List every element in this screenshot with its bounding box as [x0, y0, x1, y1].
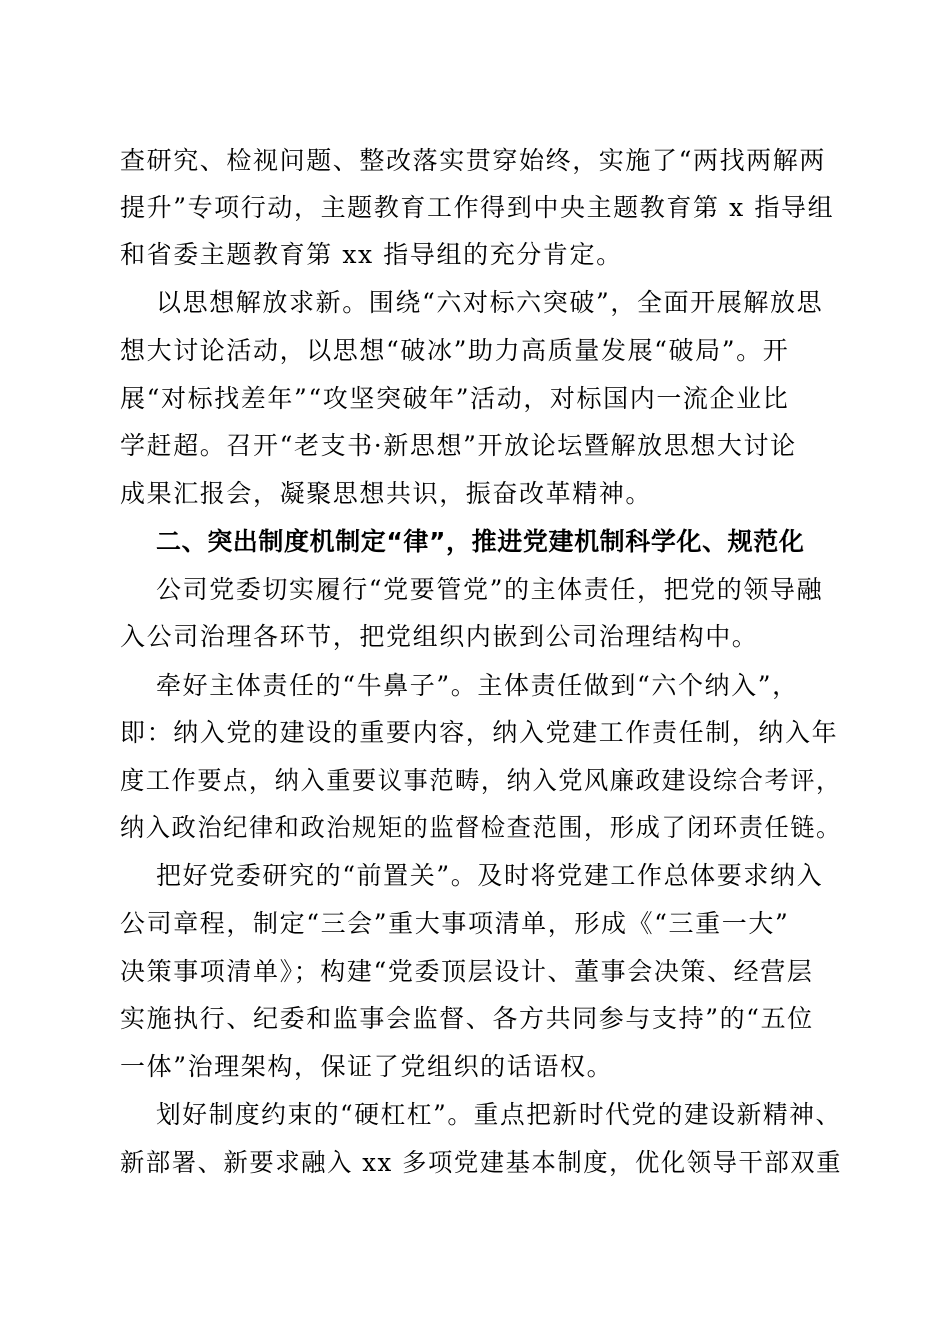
text-line: 新部署、新要求融入 xx 多项党建基本制度，优化领导干部双重 — [120, 1148, 843, 1177]
text-line: 纳入政治纪律和政治规矩的监督检查范围，形成了闭环责任链。 — [120, 813, 842, 842]
text-line: 公司章程，制定“三会”重大事项清单，形成《“三重一大” — [120, 909, 790, 938]
text-line: 提升”专项行动，主题教育工作得到中央主题教育第 x 指导组 — [120, 193, 835, 222]
text-line: 和省委主题教育第 xx 指导组的充分肯定。 — [120, 240, 623, 269]
text-line: 展“对标找差年”“攻坚突破年”活动，对标国内一流企业比 — [120, 384, 790, 413]
section-heading: 二、突出制度机制定“律”，推进党建机制科学化、规范化 — [156, 527, 805, 556]
text-line: 即：纳入党的建设的重要内容，纳入党建工作责任制，纳入年 — [120, 718, 839, 747]
text-line: 决策事项清单》；构建“党委顶层设计、董事会决策、经营层 — [120, 957, 814, 986]
text-line: 度工作要点，纳入重要议事范畴，纳入党风廉政建设综合考评， — [120, 766, 842, 795]
text-line: 想大讨论活动，以思想“破冰”助力高质量发展“破局”。开 — [120, 336, 790, 365]
text-line: 公司党委切实履行“党要管党”的主体责任，把党的领导融 — [156, 575, 824, 604]
text-line: 以思想解放求新。围绕“六对标六突破”，全面开展解放思 — [156, 288, 824, 317]
text-line: 一体”治理架构，保证了党组织的话语权。 — [120, 1052, 614, 1081]
text-line: 入公司治理各环节，把党组织内嵌到公司治理结构中。 — [120, 622, 759, 651]
text-line: 牵好主体责任的“牛鼻子”。主体责任做到“六个纳入”， — [156, 671, 799, 700]
text-line: 成果汇报会，凝聚思想共识，振奋改革精神。 — [120, 479, 653, 508]
text-line: 把好党委研究的“前置关”。及时将党建工作总体要求纳入 — [156, 861, 824, 890]
text-line: 查研究、检视问题、整改落实贯穿始终，实施了“两找两解两 — [120, 146, 826, 175]
text-line: 学赶超。召开“老支书·新思想”开放论坛暨解放思想大讨论 — [120, 431, 797, 460]
text-line: 划好制度约束的“硬杠杠”。重点把新时代党的建设新精神、 — [156, 1100, 842, 1129]
text-line: 实施执行、纪委和监事会监督、各方共同参与支持”的“五位 — [120, 1004, 814, 1033]
